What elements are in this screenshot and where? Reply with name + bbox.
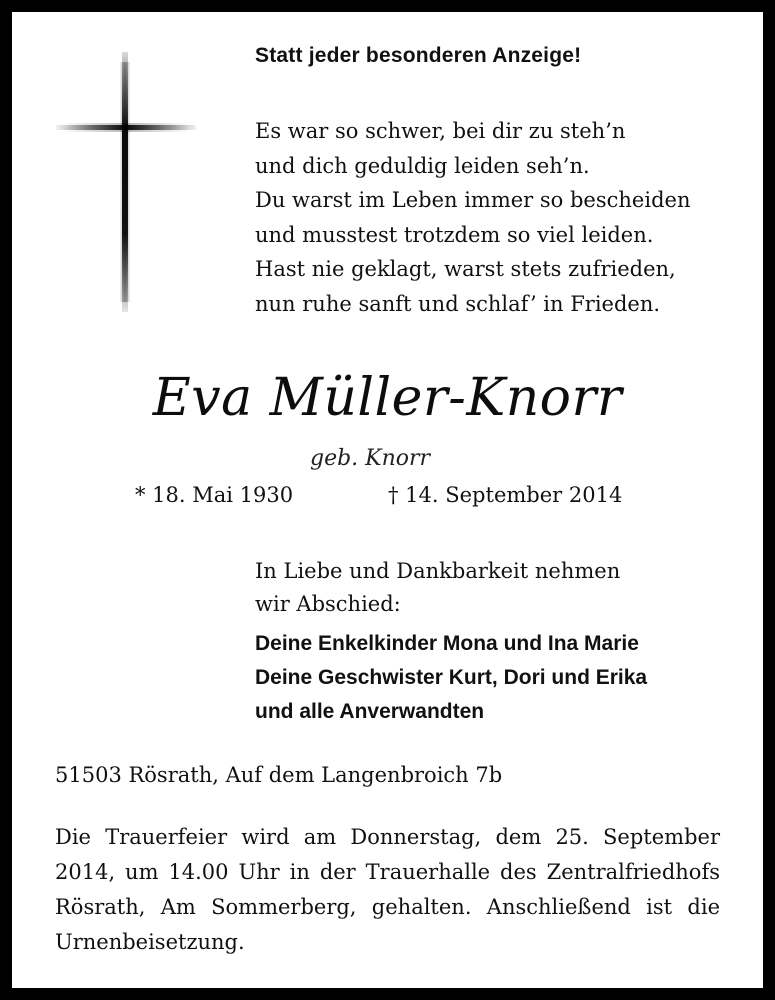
poem xyxy=(255,114,735,321)
family-address: 51503 Rösrath, Auf dem Langenbroich 7b xyxy=(55,763,503,787)
farewell-text xyxy=(255,555,620,621)
poem-line: Du warst im Leben immer so bescheiden xyxy=(255,188,691,212)
notice-heading: Statt jeder besonderen Anzeige! xyxy=(255,44,582,67)
poem-line: und musstest trotzdem so viel leiden. xyxy=(255,222,654,247)
birth-date: * 18. Mai 1930 xyxy=(135,483,294,507)
death-date: † 14. September 2014 xyxy=(388,483,623,507)
poem-line: Hast nie geklagt, warst stets zufrieden, xyxy=(255,257,676,281)
farewell-line: wir Abschied: xyxy=(255,592,401,616)
cross-icon xyxy=(56,52,196,312)
deceased-name: Eva Müller-Knorr xyxy=(152,368,623,428)
poem-line: nun ruhe sanft und schlaf’ in Frieden. xyxy=(255,291,661,316)
mourner-line: und alle Anverwandten xyxy=(255,700,485,723)
maiden-name: geb. Knorr xyxy=(310,446,431,471)
mourners-list xyxy=(255,627,647,729)
poem-line: Es war so schwer, bei dir zu steh’n xyxy=(255,119,626,143)
mourner-line: Deine Geschwister Kurt, Dori und Erika xyxy=(255,666,648,689)
mourner-line: Deine Enkelkinder Mona und Ina Marie xyxy=(255,632,639,655)
funeral-service-info: Die Trauerfeier wird am Donnerstag, dem 25. September 2014, um 14.00 Uhr in der Trauerhalle des Zentralfriedhofs Rösrath, Am Sommerberg, gehalten. Anschließend ist die Urnenbeisetzung. xyxy=(55,825,720,954)
farewell-line: In Liebe und Dankbarkeit nehmen xyxy=(255,559,621,583)
poem-line: und dich geduldig leiden seh’n. xyxy=(255,153,590,178)
